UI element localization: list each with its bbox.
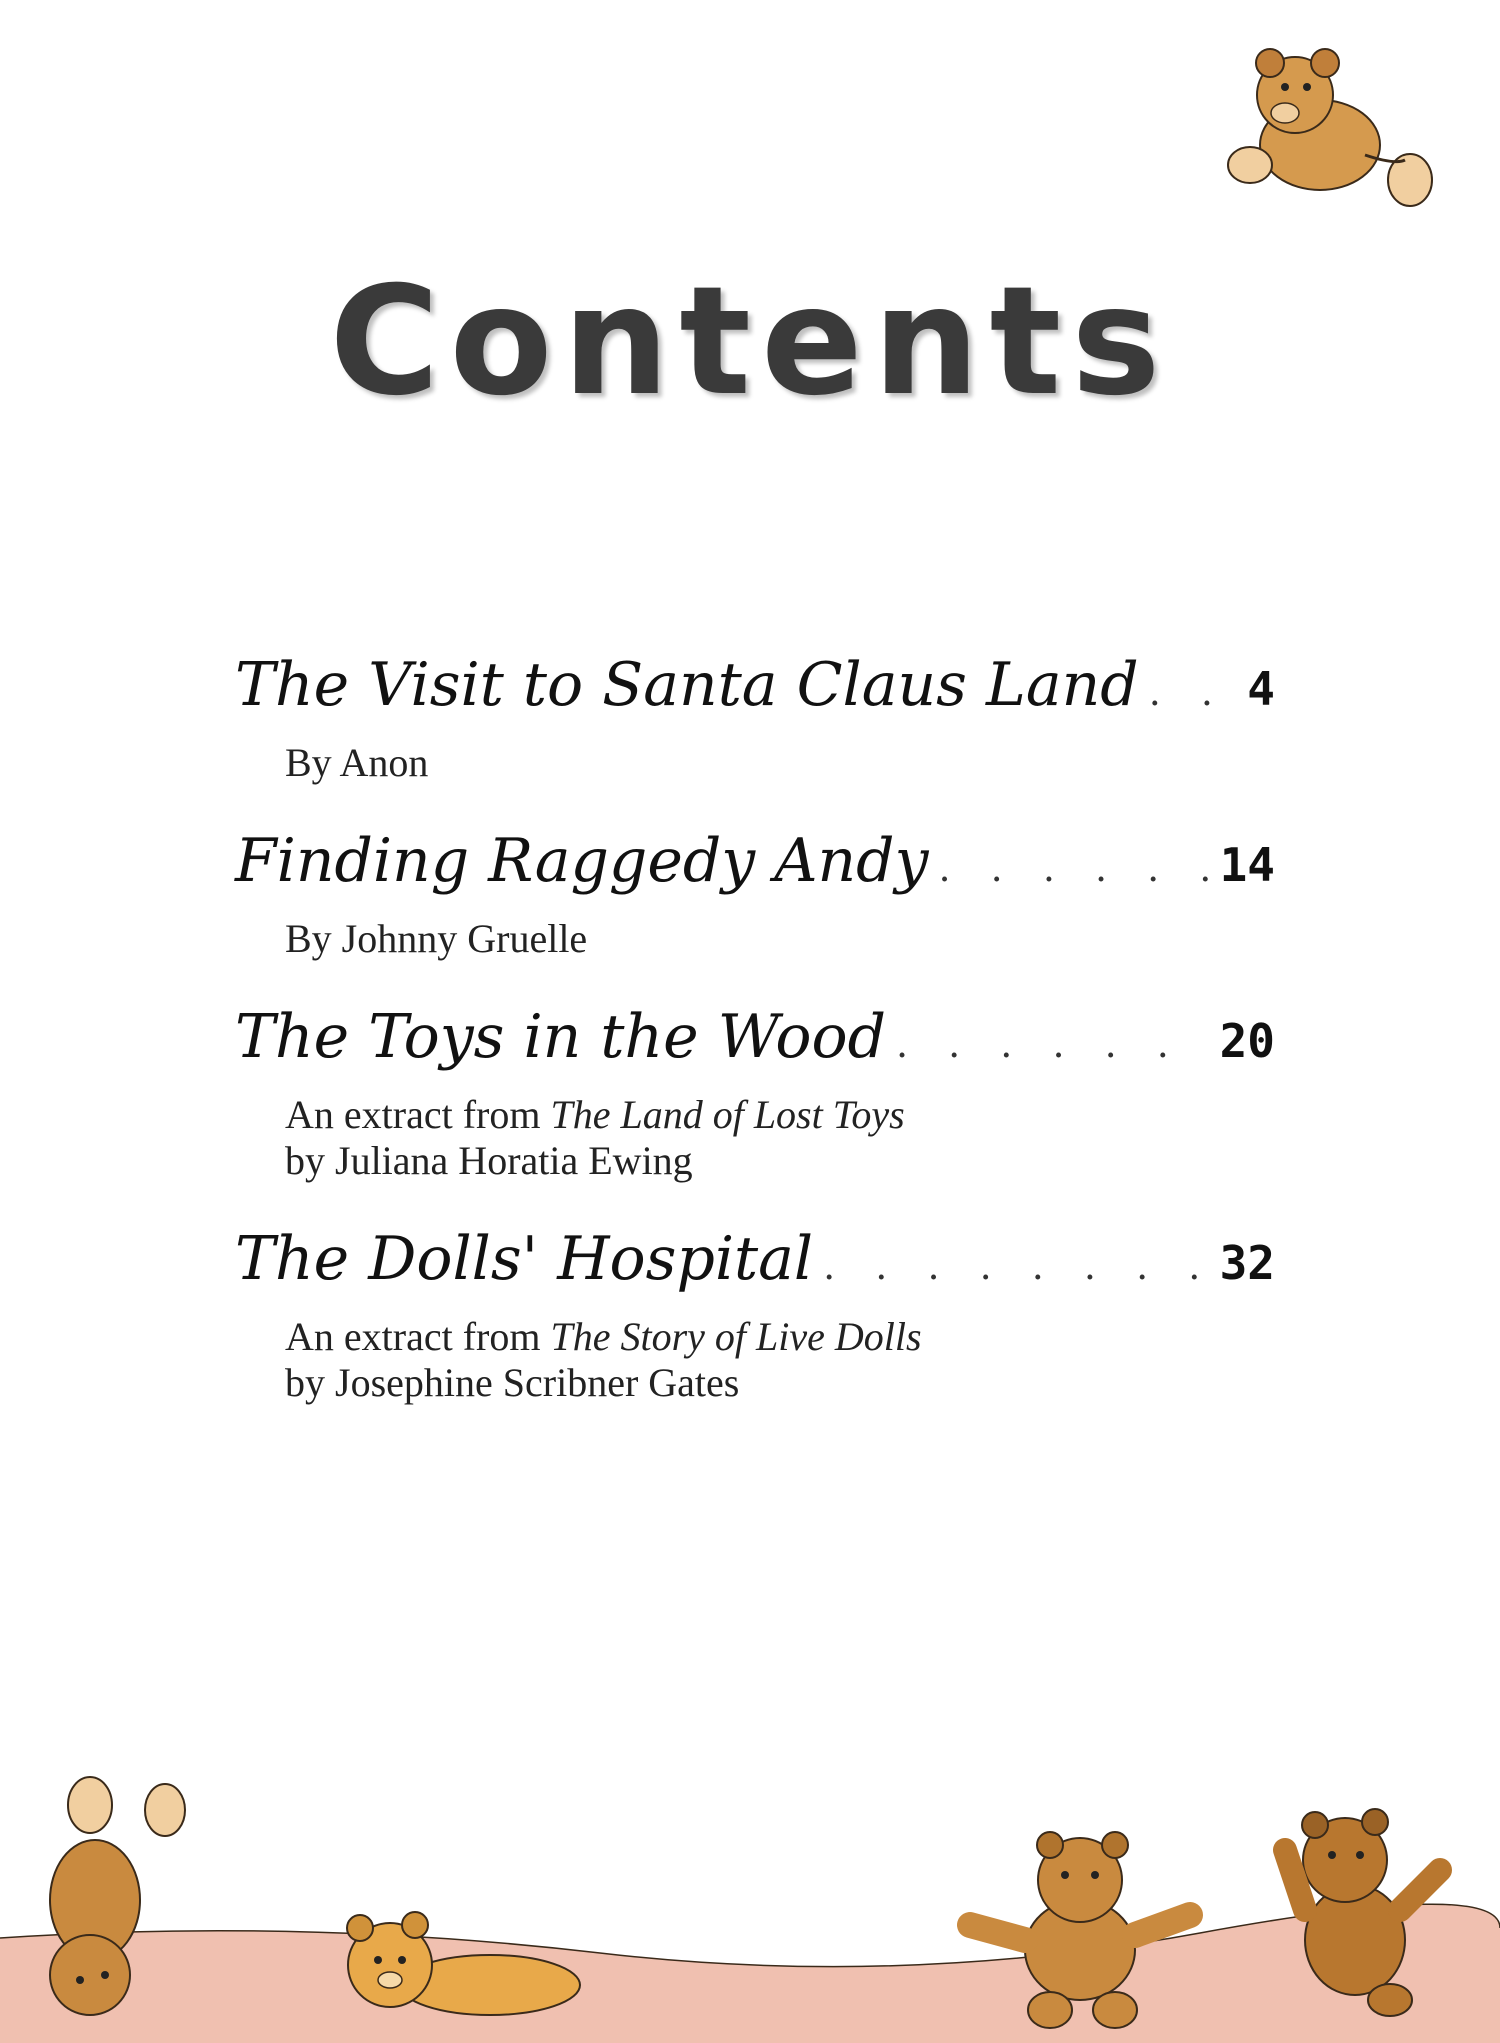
entry-author: by Josephine Scribner Gates	[285, 1360, 740, 1405]
entry-title: The Visit to Santa Claus Land	[235, 650, 1139, 720]
work-title: The Story of Live Dolls	[550, 1314, 922, 1359]
entry-title: Finding Raggedy Andy	[235, 826, 929, 896]
page-number: 14	[1219, 838, 1275, 892]
dot-leader	[939, 846, 1210, 890]
entry-byline	[285, 1314, 1275, 1360]
byline-prefix: An extract from	[285, 1092, 551, 1137]
teddy-bear-icon	[1225, 35, 1455, 215]
entry-byline	[285, 1092, 1275, 1138]
work-title: The Land of Lost Toys	[550, 1092, 905, 1137]
teddy-bear-icon	[950, 1820, 1210, 2035]
entry-title: The Toys in the Wood	[235, 1002, 886, 1072]
dot-leader	[896, 1022, 1210, 1066]
page-number: 4	[1247, 662, 1275, 716]
entry-byline: By Johnny Gruelle	[285, 916, 588, 961]
table-of-contents	[235, 650, 1275, 1406]
page-title: Contents	[329, 255, 1171, 429]
page-number: 32	[1219, 1236, 1275, 1290]
entry-author: by Juliana Horatia Ewing	[285, 1138, 693, 1183]
toc-entry[interactable]	[235, 1002, 1275, 1184]
teddy-bear-icon	[5, 1770, 195, 2030]
toc-entry[interactable]	[235, 1224, 1275, 1406]
entry-byline: By Anon	[285, 740, 429, 785]
page-number: 20	[1219, 1014, 1275, 1068]
dot-leader	[1149, 670, 1238, 714]
teddy-bear-icon	[1270, 1790, 1460, 2030]
teddy-bear-icon	[330, 1900, 590, 2030]
toc-entry[interactable]	[235, 826, 1275, 962]
entry-title: The Dolls' Hospital	[235, 1224, 814, 1294]
toc-entry[interactable]	[235, 650, 1275, 786]
byline-prefix: An extract from	[285, 1314, 551, 1359]
dot-leader	[823, 1244, 1209, 1288]
